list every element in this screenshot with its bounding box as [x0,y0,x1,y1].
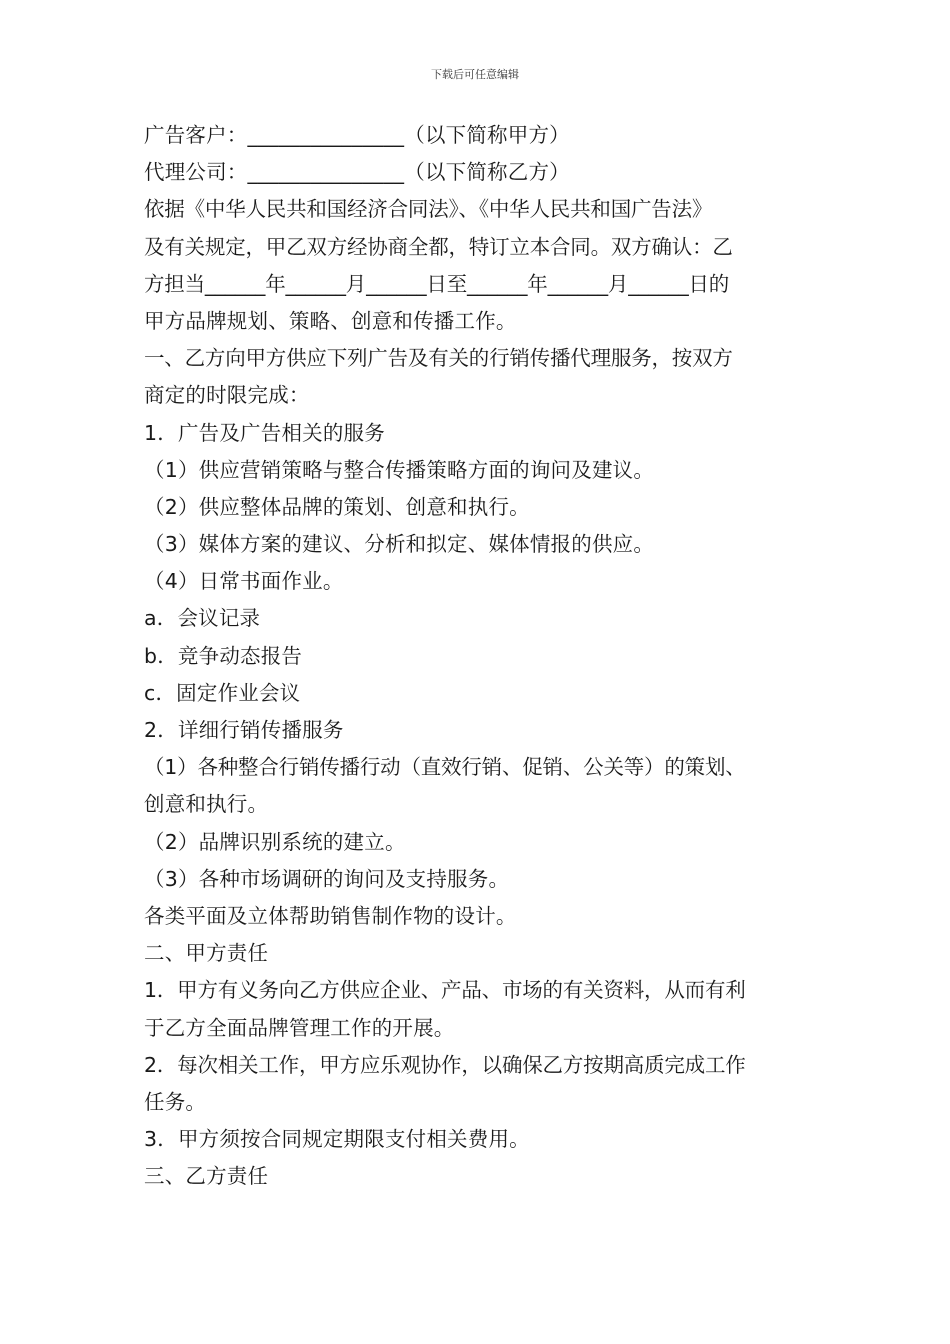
term-dates-line: 方担当______年______月______日至______年______月______日的 [144,271,730,296]
paragraph-line: 商定的时限完成： [144,383,310,408]
section-heading-3: 三、乙方责任 [144,1164,269,1189]
list-item: 2．每次相关工作，甲方应乐观协作，以确保乙方按期高质完成工作 [144,1052,746,1077]
list-item: b．竞争动态报告 [144,643,303,668]
section-heading-2: 二、甲方责任 [144,941,269,966]
page-header-note: 下载后可任意编辑 [431,68,519,81]
list-item: （4）日常书面作业。 [144,569,344,594]
list-item: （3）媒体方案的建议、分析和拟定、媒体情报的供应。 [144,532,655,557]
list-item: （2）供应整体品牌的策划、创意和执行。 [144,494,530,519]
paragraph-line: 各类平面及立体帮助销售制作物的设计。 [144,903,517,928]
paragraph-line: 任务。 [144,1089,207,1114]
subsection-heading: 2．详细行销传播服务 [144,718,344,742]
list-item: （2）品牌识别系统的建立。 [144,829,406,854]
paragraph-line: 依据《中华人民共和国经济合同法》、《中华人民共和国广告法》 [144,197,713,222]
list-item: 1．甲方有义务向乙方供应企业、产品、市场的有关资料，从而有利 [144,978,746,1003]
list-item: c．固定作业会议 [144,680,301,705]
paragraph-line: 甲方品牌规划、策略、创意和传播工作。 [144,308,517,333]
contract-body [144,117,810,1195]
list-item: （1）各种整合行销传播行动（直效行销、促销、公关等）的策划、 [144,755,746,780]
list-item: （1）供应营销策略与整合传播策略方面的询问及建议。 [144,457,655,482]
client-line: 广告客户：_______________（以下简称甲方） [144,123,570,147]
list-item: 3．甲方须按合同规定期限支付相关费用。 [144,1127,530,1152]
list-item: a．会议记录 [144,606,261,631]
list-item: （3）各种市场调研的询问及支持服务。 [144,866,510,891]
paragraph-line: 创意和执行。 [144,792,269,817]
paragraph-line: 及有关规定，甲乙双方经协商全都，特订立本合同。双方确认：乙 [144,234,733,259]
subsection-heading: 1．广告及广告相关的服务 [144,420,385,445]
agency-line: 代理公司：_______________（以下简称乙方） [144,160,570,185]
paragraph-line: 于乙方全面品牌管理工作的开展。 [144,1015,455,1040]
section-heading-1: 一、乙方向甲方供应下列广告及有关的行销传播代理服务，按双方 [144,346,733,371]
